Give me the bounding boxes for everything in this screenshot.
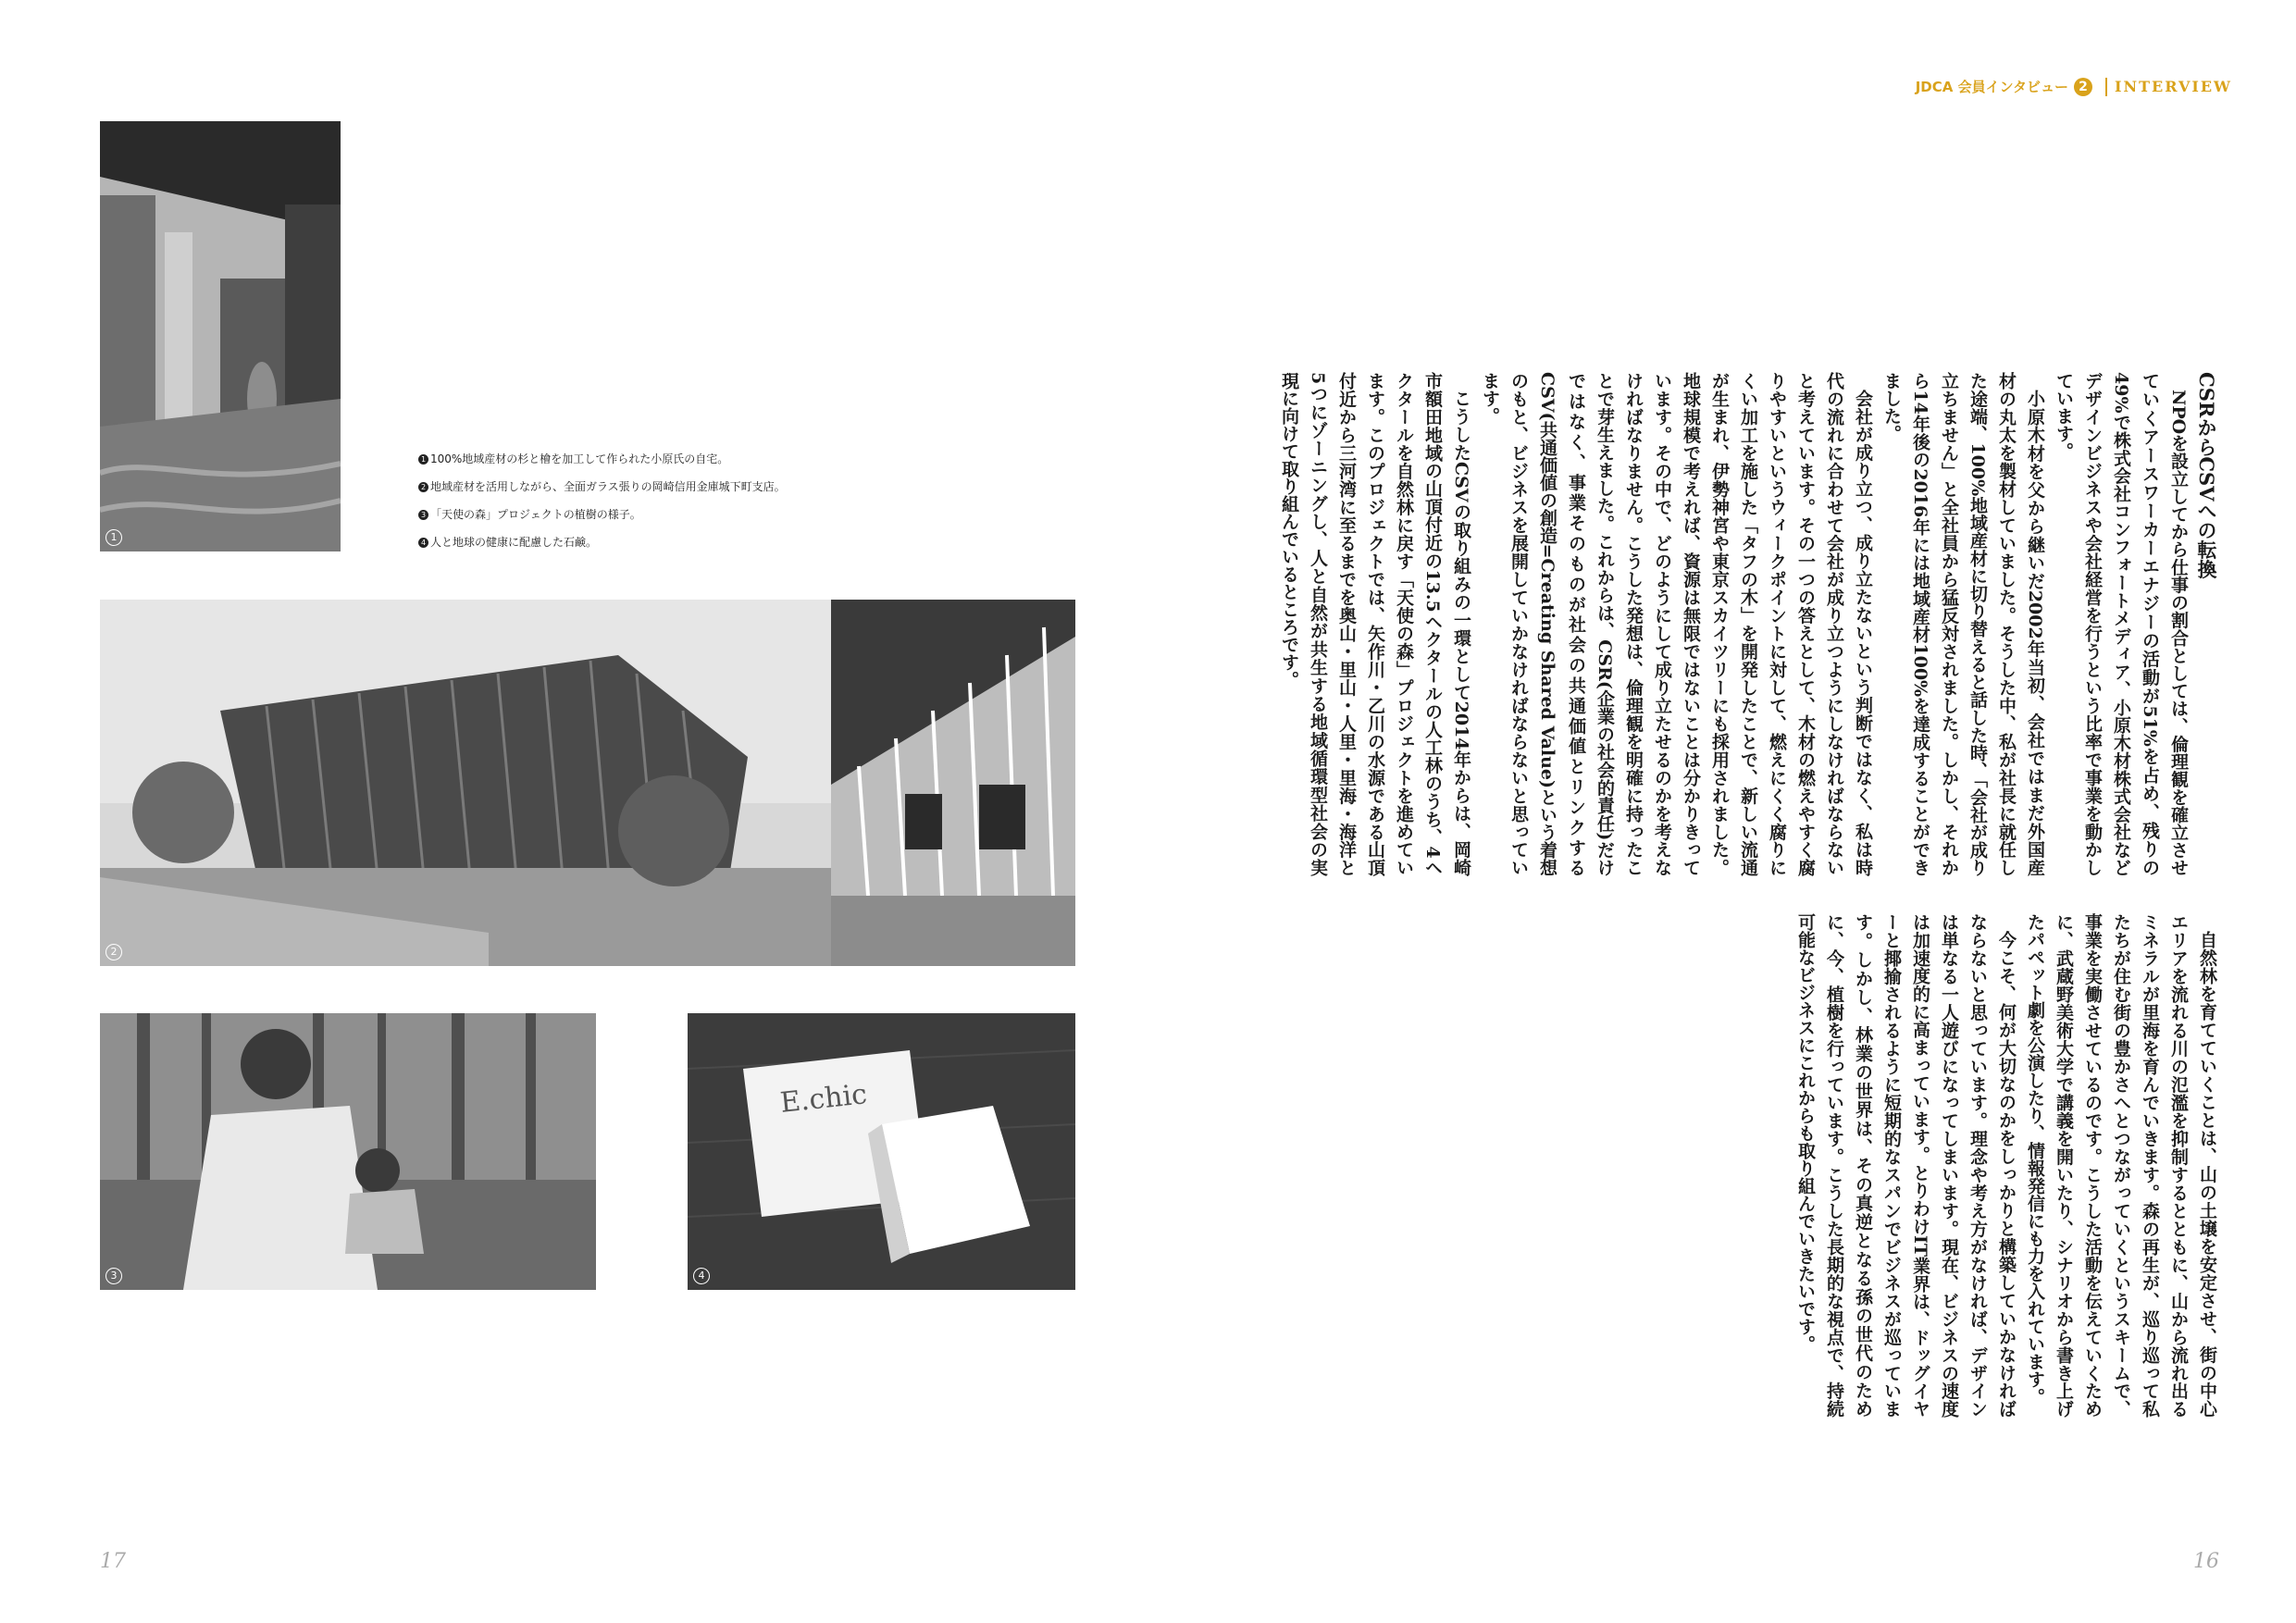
article-paragraph: 小原木材を父から継いだ2002年当初、会社ではまだ外国産材の丸太を製材していました。そうした中、私が社長に就任した途端、100%地域産材に切り替えると話した時、「会社が成り立ちません」と全社員から猛反対されました。しかし、それから14年後の2016年には地域産材100%を達成することができました。 — [1881, 372, 2045, 876]
photo-tree-planting — [100, 1013, 596, 1290]
caption-text: 「天使の森」プロジェクトの植樹の様子。 — [430, 508, 641, 521]
article-paragraph: 自然林を育てていくことは、山の土壌を安定させ、街の中心エリアを流れる川の氾濫を抑制するとともに、山から流れ出るミネラルが里海を育んでいきます。森の再生が、巡り巡って私たちが住む街の豊かさへとつながっていくというスキームで、事業を実働させているのです。こうした活動を伝えていくために、武蔵野美術大学で講義を開いたり、シナリオから書き上げたパペット劇を公演したり、情報発信にも力を入れています。 — [2025, 913, 2217, 1418]
caption-number: 1 — [418, 454, 428, 465]
photo-number: 3 — [105, 1268, 122, 1284]
header-section-title: INTERVIEW — [2115, 78, 2232, 95]
article-body — [1231, 372, 2221, 1418]
article-heading: CSRからCSVへの転換 — [2195, 372, 2218, 579]
article-paragraph: 会社が成り立つ、成り立たないという判断ではなく、私は時代の流れに合わせて会社が成り立つようにしなければならないと考えています。その一つの答えとして、木材の燃えやすく腐りやすいというウィークポイントに対して、燃えにくく腐りにくい加工を施した「タフの木」を開発したことで、新しい流通が生まれ、伊勢神宮や東京スカイツリーにも採用されました。地球規模で考えれば、資源は無限ではないことは分かりきっています。その中で、どのようにして成り立たせるのかを考えなければなりません。こうした発想は、倫理観を明確に持ったことで芽生えました。これからは、CSR(企業の社会的責任)だけではなく、事業そのものが社会の共通価値とリンクするCSV(共通価値の創造=Creating Shared Value)という着想のもと、ビジネスを展開していかなければならないと思っています。 — [1480, 372, 1873, 876]
caption-item — [418, 479, 788, 494]
caption-text: 100%地域産材の杉と檜を加工して作られた小原氏の自宅。 — [430, 452, 729, 465]
caption-item — [418, 452, 788, 466]
caption-item — [418, 535, 788, 550]
page-number-left: 17 — [100, 1550, 126, 1573]
photo-captions — [418, 452, 788, 563]
article-paragraph: NPOを設立してから仕事の割合としては、倫理観を確立させていくアースワーカーエナジーの活動が51%を占め、残りの49%で株式会社コンフォートメディア、小原木材株式会社などデザインビジネスや会社経営を行うという比率で事業を動かしています。 — [2054, 372, 2189, 876]
branch-building-photo — [100, 600, 1075, 966]
interview-header — [1916, 77, 2232, 96]
photo-house — [100, 121, 341, 551]
header-org-label: JDCA 会員インタビュー — [1915, 79, 2068, 95]
soap-photo — [688, 1013, 1075, 1290]
photo-branch-building — [100, 600, 1075, 966]
article-paragraph: こうしたCSVの取り組みの一環として2014年からは、岡崎市額田地域の山頂付近の13.5ヘクタールの人工林のうち、4ヘクタールを自然林に戻す「天使の森」プロジェクトを進めています。このプロジェクトでは、矢作川・乙川の水源である山頂付近から三河湾に至るまでを奥山・里山・人里・里海・海洋と5つにゾーニングし、人と自然が共生する地域循環型社会の実現に向けて取り組んでいるところです。 — [1279, 372, 1471, 876]
caption-number: 2 — [418, 482, 428, 492]
page-number-right: 16 — [2193, 1550, 2219, 1573]
caption-number: 3 — [418, 510, 428, 520]
caption-text: 地域産材を活用しながら、全面ガラス張りの岡崎信用金庫城下町支店。 — [430, 480, 786, 493]
article-paragraph: 今こそ、何が大切なのかをしっかりと構築していかなければならないと思っています。理念や考え方がなければ、デザインは単なる一人遊びになってしまいます。現在、ビジネスの速度は加速度的に高まっています。とりわけIT業界は、ドッグイヤーと揶揄されるように短期的なスパンでビジネスが巡っています。しかし、林業の世界は、その真逆となる孫の世代のために、今、植樹を行っています。こうした長期的な視点で、持続可能なビジネスにこれからも取り組んでいきたいです。 — [1795, 913, 2017, 1418]
photo-number: 4 — [693, 1268, 710, 1284]
header-number-badge: 2 — [2074, 78, 2092, 96]
soap-brand-label: E.chic — [778, 1078, 869, 1120]
photo-number: 1 — [105, 529, 122, 546]
tree-planting-photo — [100, 1013, 596, 1290]
caption-number: 4 — [418, 538, 428, 548]
caption-item — [418, 507, 788, 522]
photo-number: 2 — [105, 944, 122, 960]
article-vertical-text — [1231, 372, 2221, 1418]
photo-soap — [688, 1013, 1075, 1290]
house-photo — [100, 121, 341, 551]
header-divider — [2105, 78, 2107, 96]
caption-text: 人と地球の健康に配慮した石鹸。 — [430, 536, 598, 549]
